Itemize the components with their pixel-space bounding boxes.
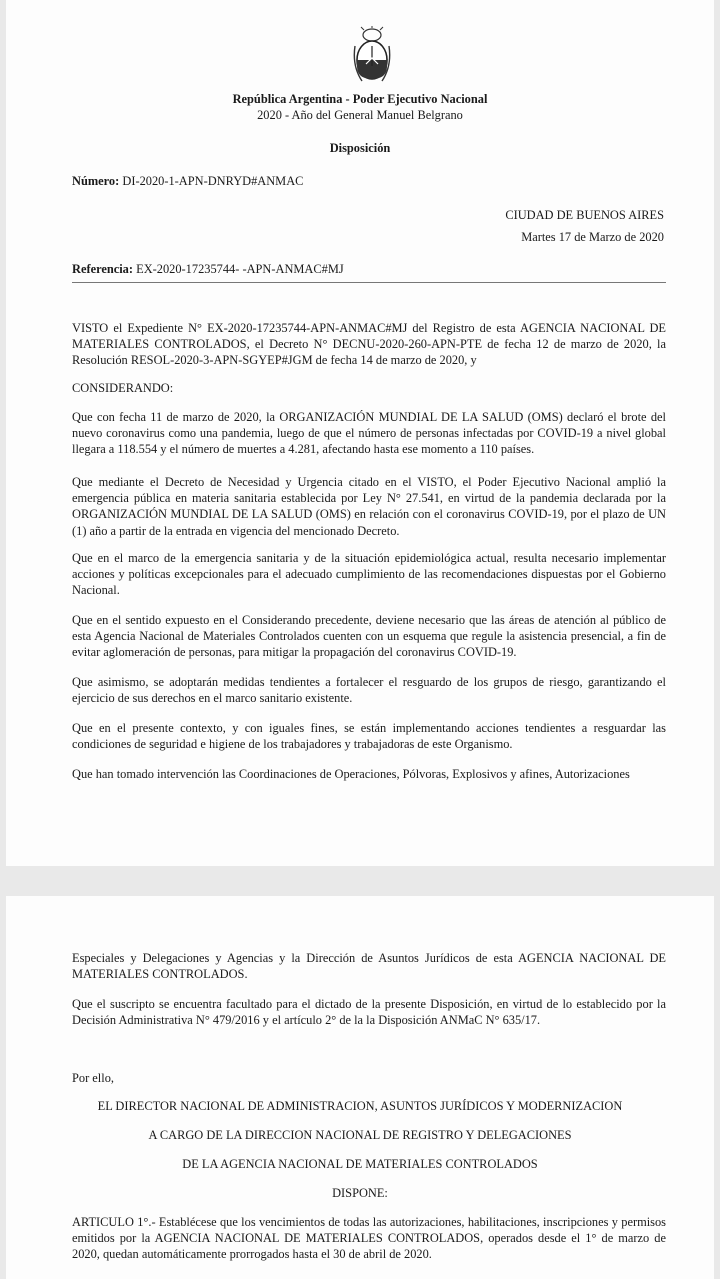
dispone-heading: DISPONE: [332,1186,388,1200]
header-line-1: República Argentina - Poder Ejecutivo Nacional [232,92,488,106]
paragraph-considerando-4: Que en el sentido expuesto en el Considerando precedente, deviene necesario que las áreas de atención al público de esta Agencia Nacional de Materiales Controlados cuenten con un esquema que regule la asistencia presencial, a fin de evitar aglomeración de personas, para mitigar la propagación del coronavirus COVID-19. [72,613,666,660]
paragraph-considerando-2: Que mediante el Decreto de Necesidad y Urgencia citado en el VISTO, el Poder Ejecutivo Nacional amplió la emergencia pública en materia sanitaria establecida por Ley N° 27.541, en virtud de la pandemia declarada por la ORGANIZACIÓN MUNDIAL DE LA SALUD (OMS) en relación con el coronavirus COVID-19, por el plazo de UN (1) año a partir de la entrada en vigencia del mencionado Decreto. [72,475,666,538]
city: CIUDAD DE BUENOS AIRES [505,208,664,222]
referencia-row [72,261,344,277]
numero-value: DI-2020-1-APN-DNRYD#ANMAC [122,174,304,188]
divider [72,282,666,283]
numero-label: Número: [72,174,120,188]
heading-considerando: CONSIDERANDO: [72,381,174,395]
paragraph-considerando-1: Que con fecha 11 de marzo de 2020, la ORGANIZACIÓN MUNDIAL DE LA SALUD (OMS) declaró el brote del nuevo coronavirus como una pandemia, luego de que el número de personas infectadas por COVID-19 a nivel global llegara a 118.554 y el número de muertes a 4.281, afectando hasta ese momento a 110 países. [72,410,666,457]
paragraph-visto: VISTO el Expediente N° EX-2020-17235744-APN-ANMAC#MJ del Registro de esta AGENCIA NACIONAL DE MATERIALES CONTROLADOS, el Decreto N° DECNU-2020-260-APN-PTE de fecha 12 de marzo de 2020, la Resolución RESOL-2020-3-APN-SGYEP#JGM de fecha 14 de marzo de 2020, y [72,321,666,368]
paragraph-considerando-3: Que en el marco de la emergencia sanitaria y de la situación epidemiológica actual, resulta necesario implementar acciones y políticas excepcionales para el adecuado cumplimiento de las recomendaciones dispuestas por el Gobierno Nacional. [72,551,666,598]
referencia-label: Referencia: [72,262,134,276]
doc-type-title: Disposición [329,141,391,155]
coat-of-arms-icon [352,26,392,86]
por-ello: Por ello, [72,1071,114,1085]
director-line-3: DE LA AGENCIA NACIONAL DE MATERIALES CONTROLADOS [182,1157,538,1171]
director-line-1: EL DIRECTOR NACIONAL DE ADMINISTRACION, ASUNTOS JURÍDICOS Y MODERNIZACION [97,1099,623,1113]
paragraph-considerando-5: Que asimismo, se adoptarán medidas tendientes a fortalecer el resguardo de los grupos de riesgo, garantizando el ejercicio de sus derechos en el marco sanitario existente. [72,675,666,706]
numero-row [72,173,303,189]
paragraph-considerando-7: Que han tomado intervención las Coordinaciones de Operaciones, Pólvoras, Explosivos y afines, Autorizaciones [72,767,630,781]
document-page-2 [6,896,714,1279]
header-line-2: 2020 - Año del General Manuel Belgrano [257,108,463,122]
paragraph-continuation: Especiales y Delegaciones y Agencias y la Dirección de Asuntos Jurídicos de esta AGENCIA NACIONAL DE MATERIALES CONTROLADOS. [72,951,666,982]
director-line-2: A CARGO DE LA DIRECCION NACIONAL DE REGISTRO Y DELEGACIONES [148,1128,572,1142]
document-page-1 [6,0,714,866]
place-date [505,204,664,248]
date: Martes 17 de Marzo de 2020 [521,230,664,244]
paragraph-facultado: Que el suscripto se encuentra facultado para el dictado de la presente Disposición, en virtud de lo establecido por la Decisión Administrativa N° 479/2016 y el artículo 2° de la la Disposición ANMaC N° 635/17. [72,997,666,1028]
referencia-value: EX-2020-17235744- -APN-ANMAC#MJ [136,262,344,276]
paragraph-considerando-6: Que en el presente contexto, y con iguales fines, se están implementando acciones tendientes a resguardar las condiciones de seguridad e higiene de los trabajadores y trabajadoras de este Organismo. [72,721,666,752]
articulo-1: ARTICULO 1°.- Establécese que los vencimientos de todas las autorizaciones, habilitaciones, inscripciones y permisos emitidos por la AGENCIA NACIONAL DE MATERIALES CONTROLADOS, operados desde el 1° de marzo de 2020, quedan automáticamente prorrogados hasta el 30 de abril de 2020. [72,1215,666,1262]
